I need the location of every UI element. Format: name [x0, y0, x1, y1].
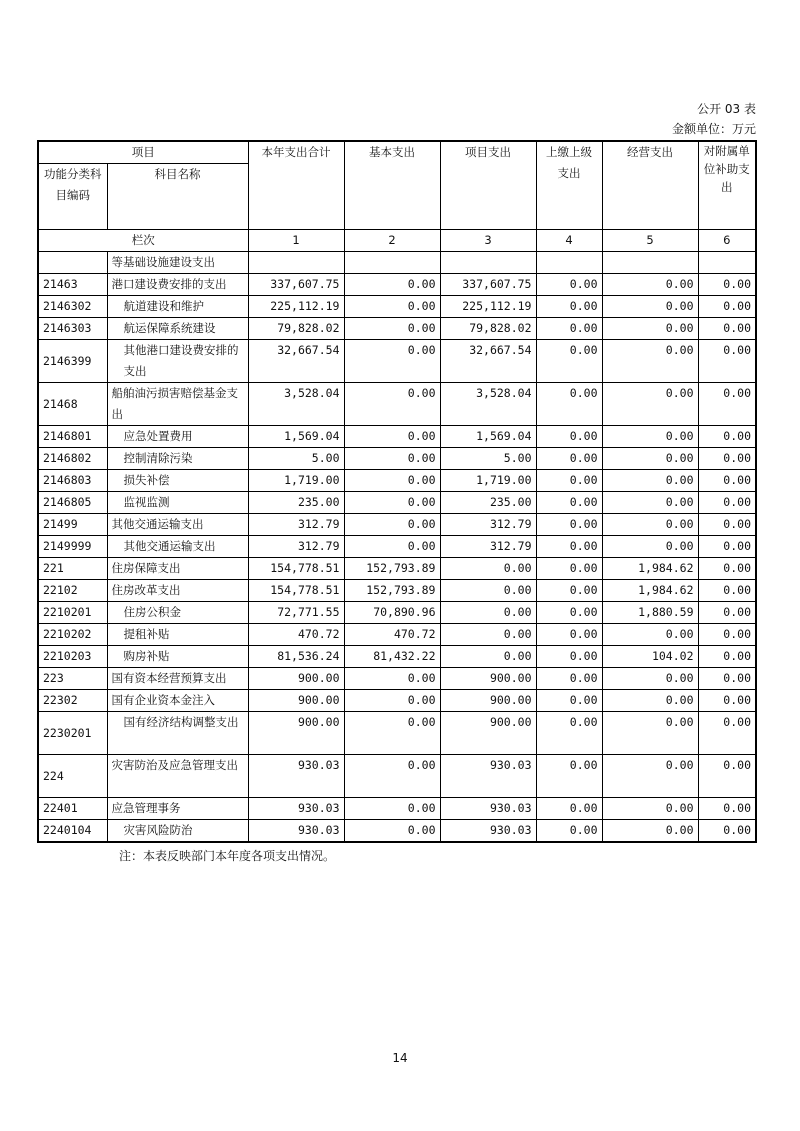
- table-row: [38, 492, 756, 514]
- row-value: 0.00: [602, 755, 698, 798]
- row-value: 930.03: [248, 798, 344, 820]
- row-value: 5.00: [440, 448, 536, 470]
- row-code: 2240104: [38, 820, 107, 843]
- row-code: 22302: [38, 690, 107, 712]
- row-value: 0.00: [536, 514, 602, 536]
- row-value: 81,536.24: [248, 646, 344, 668]
- row-value: 1,569.04: [248, 426, 344, 448]
- table-cell: [698, 252, 756, 274]
- row-value: 900.00: [440, 668, 536, 690]
- row-value: 0.00: [602, 492, 698, 514]
- row-value: 0.00: [344, 668, 440, 690]
- row-name: 船舶油污损害赔偿基金支出: [107, 383, 248, 426]
- row-value: 470.72: [344, 624, 440, 646]
- row-code: 2210202: [38, 624, 107, 646]
- row-value: 0.00: [698, 712, 756, 755]
- row-name: 航运保障系统建设: [107, 318, 248, 340]
- col-number: 4: [536, 230, 602, 252]
- row-value: 0.00: [698, 296, 756, 318]
- row-value: 0.00: [536, 383, 602, 426]
- row-value: 0.00: [440, 646, 536, 668]
- table-row: [38, 580, 756, 602]
- continuation-text: 等基础设施建设支出: [107, 252, 248, 274]
- row-code: 22102: [38, 580, 107, 602]
- row-value: 0.00: [602, 514, 698, 536]
- row-name: 损失补偿: [107, 470, 248, 492]
- row-code: 2146801: [38, 426, 107, 448]
- row-value: 0.00: [602, 820, 698, 843]
- row-value: 900.00: [440, 690, 536, 712]
- table-row: [38, 514, 756, 536]
- row-value: 0.00: [602, 536, 698, 558]
- row-code: 2210201: [38, 602, 107, 624]
- page-number: 14: [392, 1051, 408, 1065]
- row-value: 0.00: [536, 624, 602, 646]
- table-cell: [536, 252, 602, 274]
- row-value: 0.00: [698, 668, 756, 690]
- row-value: 0.00: [536, 755, 602, 798]
- table-row: [38, 318, 756, 340]
- row-name: 港口建设费安排的支出: [107, 274, 248, 296]
- row-name: 灾害防治及应急管理支出: [107, 755, 248, 798]
- row-value: 1,719.00: [248, 470, 344, 492]
- table-row: [38, 668, 756, 690]
- row-value: 312.79: [440, 514, 536, 536]
- table-row: [38, 383, 756, 426]
- row-value: 930.03: [440, 755, 536, 798]
- col-header-basic: 基本支出: [344, 141, 440, 230]
- row-code: 2210203: [38, 646, 107, 668]
- row-value: 0.00: [536, 712, 602, 755]
- row-value: 0.00: [344, 492, 440, 514]
- row-name: 国有企业资本金注入: [107, 690, 248, 712]
- row-value: 337,607.75: [440, 274, 536, 296]
- row-value: 0.00: [536, 580, 602, 602]
- name-header: 科目名称: [107, 164, 248, 230]
- col-number: 3: [440, 230, 536, 252]
- row-value: 0.00: [698, 492, 756, 514]
- row-value: 312.79: [248, 536, 344, 558]
- table-row: [38, 820, 756, 843]
- row-code: 21468: [38, 383, 107, 426]
- row-value: 5.00: [248, 448, 344, 470]
- table-row: [38, 712, 756, 755]
- row-value: 930.03: [440, 820, 536, 843]
- table-row: [38, 536, 756, 558]
- project-header: 项目: [38, 141, 248, 164]
- row-value: 930.03: [440, 798, 536, 820]
- row-value: 0.00: [602, 624, 698, 646]
- row-value: 930.03: [248, 820, 344, 843]
- expenditure-table: [37, 140, 757, 843]
- row-value: 0.00: [602, 690, 698, 712]
- row-value: 0.00: [602, 383, 698, 426]
- row-value: 0.00: [536, 340, 602, 383]
- form-number: 公开 03 表: [697, 102, 756, 116]
- row-value: 235.00: [248, 492, 344, 514]
- row-value: 900.00: [248, 712, 344, 755]
- row-value: 0.00: [536, 668, 602, 690]
- row-value: 0.00: [344, 296, 440, 318]
- row-code: 2146802: [38, 448, 107, 470]
- row-name: 住房保障支出: [107, 558, 248, 580]
- row-value: 0.00: [602, 296, 698, 318]
- row-value: 0.00: [440, 624, 536, 646]
- row-value: 0.00: [536, 798, 602, 820]
- row-value: 1,984.62: [602, 580, 698, 602]
- row-value: 0.00: [698, 602, 756, 624]
- row-value: 81,432.22: [344, 646, 440, 668]
- row-value: 312.79: [440, 536, 536, 558]
- row-code: 2149999: [38, 536, 107, 558]
- row-value: 0.00: [602, 318, 698, 340]
- row-value: 0.00: [602, 274, 698, 296]
- row-value: 0.00: [536, 820, 602, 843]
- col-number: 5: [602, 230, 698, 252]
- table-cell: [602, 252, 698, 274]
- table-row: [38, 602, 756, 624]
- row-value: 154,778.51: [248, 580, 344, 602]
- row-value: 1,719.00: [440, 470, 536, 492]
- amount-unit: 金额单位：万元: [671, 122, 756, 136]
- row-name: 应急管理事务: [107, 798, 248, 820]
- row-value: 0.00: [536, 426, 602, 448]
- table-row: [38, 426, 756, 448]
- row-value: 1,984.62: [602, 558, 698, 580]
- col-header-project: 项目支出: [440, 141, 536, 230]
- row-value: 0.00: [344, 712, 440, 755]
- table-row: [38, 755, 756, 798]
- row-value: 312.79: [248, 514, 344, 536]
- row-value: 225,112.19: [440, 296, 536, 318]
- col-header-remit: 上缴上级支出: [536, 141, 602, 230]
- row-value: 32,667.54: [248, 340, 344, 383]
- row-value: 900.00: [248, 690, 344, 712]
- row-value: 0.00: [698, 340, 756, 383]
- row-name: 国有资本经营预算支出: [107, 668, 248, 690]
- table-row: [38, 798, 756, 820]
- table-row: [38, 690, 756, 712]
- row-code: 21463: [38, 274, 107, 296]
- row-value: 104.02: [602, 646, 698, 668]
- row-code: 2146803: [38, 470, 107, 492]
- col-header-total: 本年支出合计: [248, 141, 344, 230]
- row-name: 住房公积金: [107, 602, 248, 624]
- row-value: 1,880.59: [602, 602, 698, 624]
- row-value: 0.00: [536, 274, 602, 296]
- row-value: 0.00: [698, 755, 756, 798]
- row-value: 900.00: [248, 668, 344, 690]
- row-value: 337,607.75: [248, 274, 344, 296]
- col-header-operating: 经营支出: [602, 141, 698, 230]
- row-value: 0.00: [698, 426, 756, 448]
- row-value: 0.00: [698, 448, 756, 470]
- table-row: [38, 296, 756, 318]
- row-value: 930.03: [248, 755, 344, 798]
- row-value: 0.00: [344, 514, 440, 536]
- row-value: 0.00: [698, 536, 756, 558]
- row-value: 0.00: [344, 470, 440, 492]
- row-value: 3,528.04: [248, 383, 344, 426]
- row-value: 0.00: [602, 668, 698, 690]
- row-value: 154,778.51: [248, 558, 344, 580]
- row-value: 0.00: [536, 296, 602, 318]
- row-value: 1,569.04: [440, 426, 536, 448]
- row-value: 0.00: [344, 426, 440, 448]
- code-header: 功能分类科目编码: [38, 164, 107, 230]
- row-value: 0.00: [698, 558, 756, 580]
- table-row: [38, 558, 756, 580]
- table-note: 注：本表反映部门本年度各项支出情况。: [119, 849, 336, 863]
- col-number: 6: [698, 230, 756, 252]
- row-value: 0.00: [536, 558, 602, 580]
- row-value: 0.00: [698, 646, 756, 668]
- table-cell: [38, 252, 107, 274]
- row-value: 0.00: [536, 646, 602, 668]
- row-value: 152,793.89: [344, 558, 440, 580]
- row-name: 灾害风险防治: [107, 820, 248, 843]
- row-value: 0.00: [602, 712, 698, 755]
- row-value: 225,112.19: [248, 296, 344, 318]
- row-value: 0.00: [344, 274, 440, 296]
- row-name: 提租补贴: [107, 624, 248, 646]
- row-value: 32,667.54: [440, 340, 536, 383]
- table-cell: [440, 252, 536, 274]
- row-code: 22401: [38, 798, 107, 820]
- row-name: 监视监测: [107, 492, 248, 514]
- table-row: [38, 274, 756, 296]
- row-value: 0.00: [344, 690, 440, 712]
- table-cell: [344, 252, 440, 274]
- row-value: 0.00: [344, 755, 440, 798]
- row-value: 0.00: [602, 798, 698, 820]
- row-code: 2230201: [38, 712, 107, 755]
- row-name: 控制清除污染: [107, 448, 248, 470]
- row-code: 2146303: [38, 318, 107, 340]
- row-value: 0.00: [698, 274, 756, 296]
- row-code: 2146399: [38, 340, 107, 383]
- table-row: [38, 624, 756, 646]
- row-value: 0.00: [698, 318, 756, 340]
- row-code: 223: [38, 668, 107, 690]
- row-value: 0.00: [698, 690, 756, 712]
- row-value: 0.00: [536, 318, 602, 340]
- row-value: 0.00: [698, 514, 756, 536]
- row-value: 0.00: [344, 318, 440, 340]
- row-value: 0.00: [602, 448, 698, 470]
- row-name: 购房补贴: [107, 646, 248, 668]
- table-row: [38, 340, 756, 383]
- row-value: 0.00: [440, 558, 536, 580]
- row-value: 0.00: [536, 492, 602, 514]
- row-value: 0.00: [602, 340, 698, 383]
- row-value: 0.00: [698, 820, 756, 843]
- row-value: 79,828.02: [440, 318, 536, 340]
- row-name: 其他港口建设费安排的支出: [107, 340, 248, 383]
- row-value: 470.72: [248, 624, 344, 646]
- row-name: 其他交通运输支出: [107, 536, 248, 558]
- row-value: 0.00: [698, 798, 756, 820]
- row-value: 0.00: [602, 426, 698, 448]
- row-code: 2146805: [38, 492, 107, 514]
- row-value: 0.00: [536, 602, 602, 624]
- row-value: 152,793.89: [344, 580, 440, 602]
- row-value: 70,890.96: [344, 602, 440, 624]
- row-value: 0.00: [536, 690, 602, 712]
- row-name: 应急处置费用: [107, 426, 248, 448]
- row-value: 0.00: [440, 602, 536, 624]
- row-value: 79,828.02: [248, 318, 344, 340]
- row-value: 0.00: [344, 448, 440, 470]
- row-value: 3,528.04: [440, 383, 536, 426]
- row-value: 0.00: [344, 820, 440, 843]
- row-index-label: 栏次: [38, 230, 248, 252]
- table-cell: [248, 252, 344, 274]
- row-value: 235.00: [440, 492, 536, 514]
- col-header-subsidy: 对附属单位补助支出: [698, 141, 756, 230]
- row-code: 224: [38, 755, 107, 798]
- row-value: 0.00: [698, 624, 756, 646]
- row-value: 0.00: [698, 470, 756, 492]
- row-value: 0.00: [536, 536, 602, 558]
- row-value: 0.00: [344, 383, 440, 426]
- row-value: 900.00: [440, 712, 536, 755]
- row-value: 0.00: [698, 383, 756, 426]
- row-value: 0.00: [698, 580, 756, 602]
- row-value: 0.00: [344, 340, 440, 383]
- row-code: 2146302: [38, 296, 107, 318]
- row-value: 0.00: [344, 798, 440, 820]
- table-row: [38, 448, 756, 470]
- row-value: 72,771.55: [248, 602, 344, 624]
- row-code: 221: [38, 558, 107, 580]
- row-value: 0.00: [536, 448, 602, 470]
- row-name: 住房改革支出: [107, 580, 248, 602]
- row-name: 其他交通运输支出: [107, 514, 248, 536]
- row-code: 21499: [38, 514, 107, 536]
- col-number: 1: [248, 230, 344, 252]
- row-name: 国有经济结构调整支出: [107, 712, 248, 755]
- row-value: 0.00: [602, 470, 698, 492]
- row-value: 0.00: [536, 470, 602, 492]
- col-number: 2: [344, 230, 440, 252]
- table-row: [38, 470, 756, 492]
- row-value: 0.00: [344, 536, 440, 558]
- row-name: 航道建设和维护: [107, 296, 248, 318]
- row-value: 0.00: [440, 580, 536, 602]
- table-row: [38, 646, 756, 668]
